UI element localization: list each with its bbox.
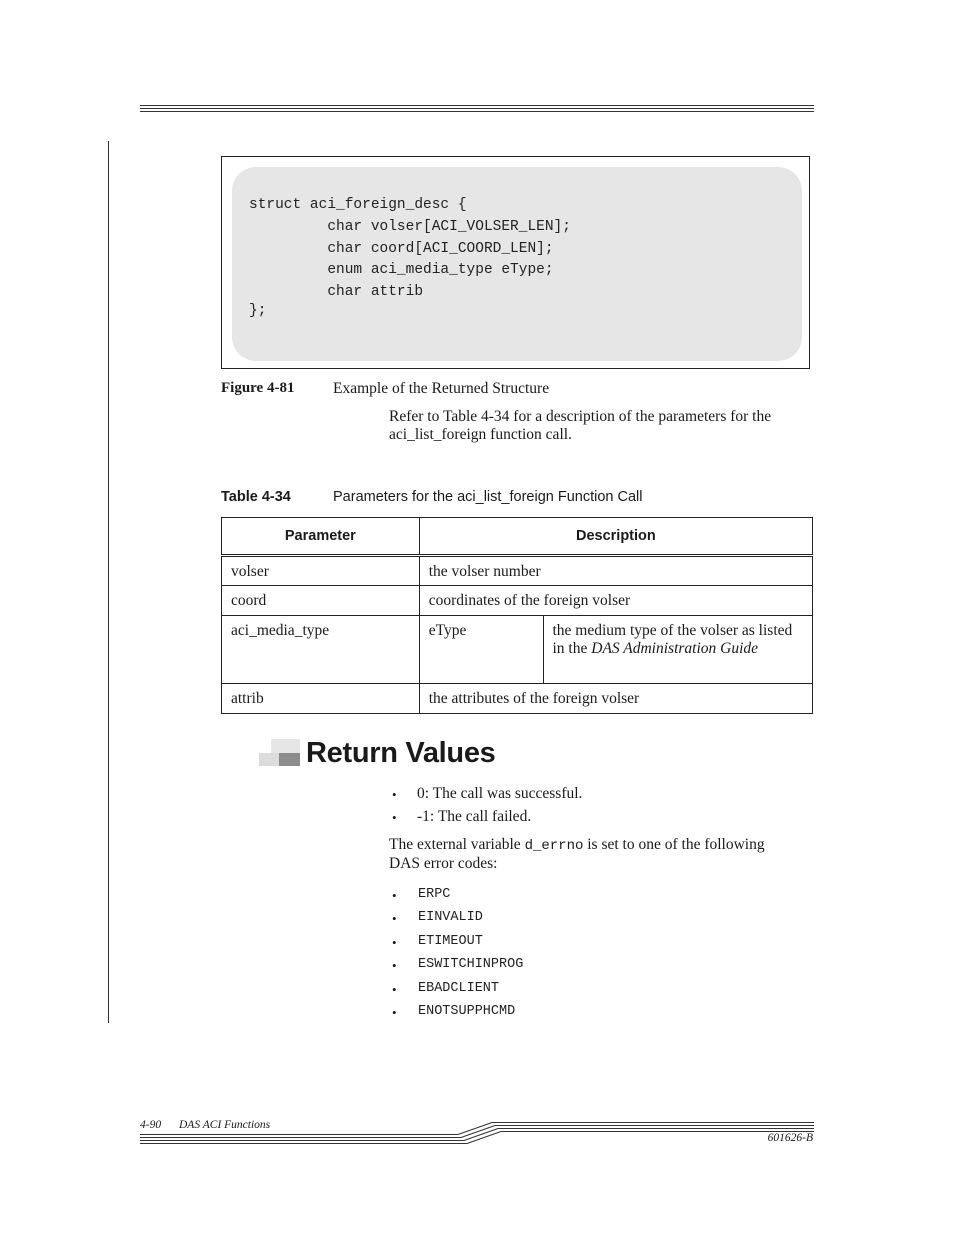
code-line: };: [249, 303, 267, 319]
code-line: enum aci_media_type eType;: [249, 262, 554, 278]
desc-cell: [543, 616, 813, 684]
code-line: char volser[ACI_VOLSER_LEN];: [249, 219, 571, 235]
error-code-item: EBADCLIENT: [418, 981, 500, 996]
footer-chapter: DAS ACI Functions: [179, 1119, 271, 1131]
bullet-marker: •: [392, 982, 397, 997]
section-title: Return Values: [306, 737, 496, 769]
section-heading-icon: [259, 739, 300, 767]
errno-variable: d_errno: [524, 838, 584, 854]
error-code-item: ETIMEOUT: [418, 934, 483, 949]
bullet-marker: •: [392, 911, 397, 926]
table-row: [222, 556, 813, 586]
desc-text: the medium type of the volser as listed in the: [552, 622, 793, 657]
error-code-item: EINVALID: [418, 910, 483, 925]
figure-caption: Example of the Returned Structure: [333, 380, 550, 397]
param-cell: aci_media_type: [222, 616, 420, 684]
code-line: char coord[ACI_COORD_LEN];: [249, 241, 554, 257]
bullet-marker: •: [392, 787, 397, 802]
errno-paragraph: [389, 836, 765, 855]
bullet-marker: •: [392, 935, 397, 950]
table-row: [222, 684, 813, 714]
code-line: char attrib: [249, 284, 424, 300]
parameters-table: [221, 517, 813, 714]
header-rule-2: [140, 108, 814, 109]
footer-doc-id: 601626-B: [767, 1132, 813, 1144]
return-value-item: 0: The call was successful.: [417, 785, 583, 802]
table-caption: Parameters for the aci_list_foreign Function Call: [333, 489, 643, 505]
intro-line-1: Refer to Table 4-34 for a description of the parameters for the: [389, 408, 772, 425]
bullet-marker: •: [392, 1005, 397, 1020]
error-code-item: ENOTSUPPHCMD: [418, 1004, 516, 1019]
desc-cell: the attributes of the foreign volser: [419, 684, 812, 714]
param-cell: coord: [222, 586, 420, 616]
bullet-marker: •: [392, 810, 397, 825]
desc-reference: DAS Administration Guide: [591, 640, 759, 657]
bullet-marker: •: [392, 958, 397, 973]
error-code-item: ESWITCHINPROG: [418, 957, 524, 972]
column-header-description: Description: [419, 518, 812, 556]
change-bar: [108, 141, 109, 1023]
errno-paragraph-line-2: DAS error codes:: [389, 855, 498, 872]
intro-line-2: aci_list_foreign function call.: [389, 426, 572, 443]
desc-cell: coordinates of the foreign volser: [419, 586, 812, 616]
table-label: Table 4-34: [221, 489, 291, 505]
footer-page-number: 4-90: [140, 1119, 162, 1131]
error-code-item: ERPC: [418, 887, 451, 902]
table-row: [222, 616, 813, 684]
code-line: struct aci_foreign_desc {: [249, 197, 467, 213]
footer-rule-graphic: [140, 1120, 814, 1146]
table-header-row: [222, 518, 813, 556]
table-row: [222, 586, 813, 616]
desc-cell: the volser number: [419, 556, 812, 586]
param-cell: attrib: [222, 684, 420, 714]
sub-param-cell: eType: [419, 616, 543, 684]
figure-label: Figure 4-81: [221, 380, 295, 396]
errno-text: is set to one of the following: [583, 836, 765, 853]
bullet-marker: •: [392, 888, 397, 903]
header-rule-1: [140, 105, 814, 106]
column-header-parameter: Parameter: [222, 518, 420, 556]
header-rule-3: [140, 111, 814, 112]
param-cell: volser: [222, 556, 420, 586]
return-value-item: -1: The call failed.: [417, 808, 532, 825]
errno-text: The external variable: [389, 836, 525, 853]
